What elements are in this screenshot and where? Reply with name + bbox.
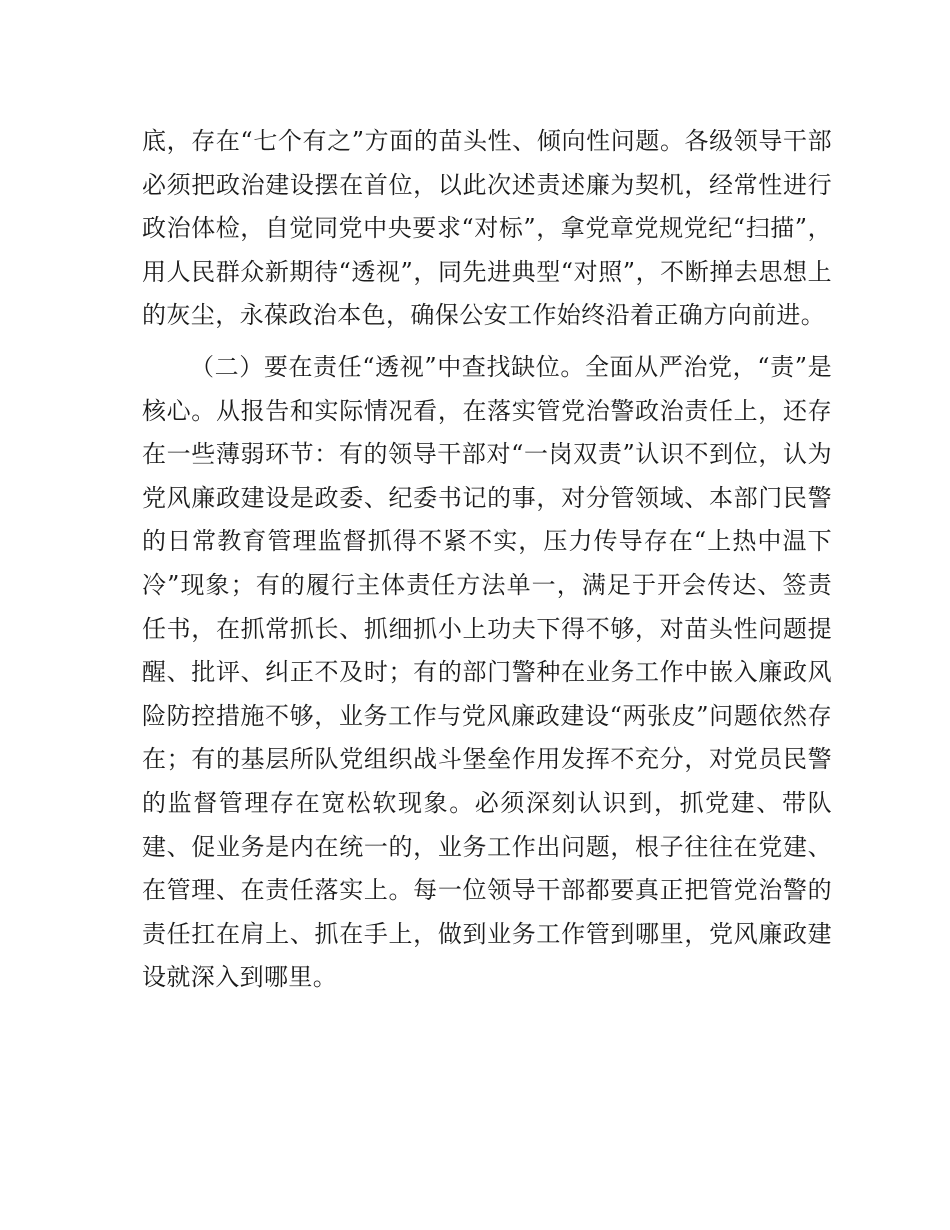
paragraph-continuation: 底，存在“七个有之”方面的苗头性、倾向性问题。各级领导干部必须把政治建设摆在首位，以此次述责述廉为契机，经常性进行政治体检，自觉同党中央要求“对标”，拿党章党规党纪“扫描”，用人民群众新期待“透视”，同先进典型“对照”，不断掸去思想上的灰尘，永葆政治本色，确保公安工作始终沿着正确方向前进。 <box>142 127 832 330</box>
paragraph-section-two: （二）要在责任“透视”中查找缺位。全面从严治党，“责”是核心。从报告和实际情况看，在落实管党治警政治责任上，还存在一些薄弱环节：有的领导干部对“一岗双责”认识不到位，认为党风廉政建设是政委、纪委书记的事，对分管领域、本部门民警的日常教育管理监督抓得不紧不实，压力传导存在“上热中温下冷”现象；有的履行主体责任方法单一，满足于开会传达、签责任书，在抓常抓长、抓细抓小上功夫下得不够，对苗头性问题提醒、批评、纠正不及时；有的部门警种在业务工作中嵌入廉政风险防控措施不够，业务工作与党风廉政建设“两张皮”问题依然存在；有的基层所队党组织战斗堡垒作用发挥不充分，对党员民警的监督管理存在宽松软现象。必须深刻认识到，抓党建、带队建、促业务是内在统一的，业务工作出问题，根子往往在党建、在管理、在责任落实上。每一位领导干部都要真正把管党治警的责任扛在肩上、抓在手上，做到业务工作管到哪里，党风廉政建设就深入到哪里。 <box>142 352 832 992</box>
document-body <box>142 120 832 1000</box>
